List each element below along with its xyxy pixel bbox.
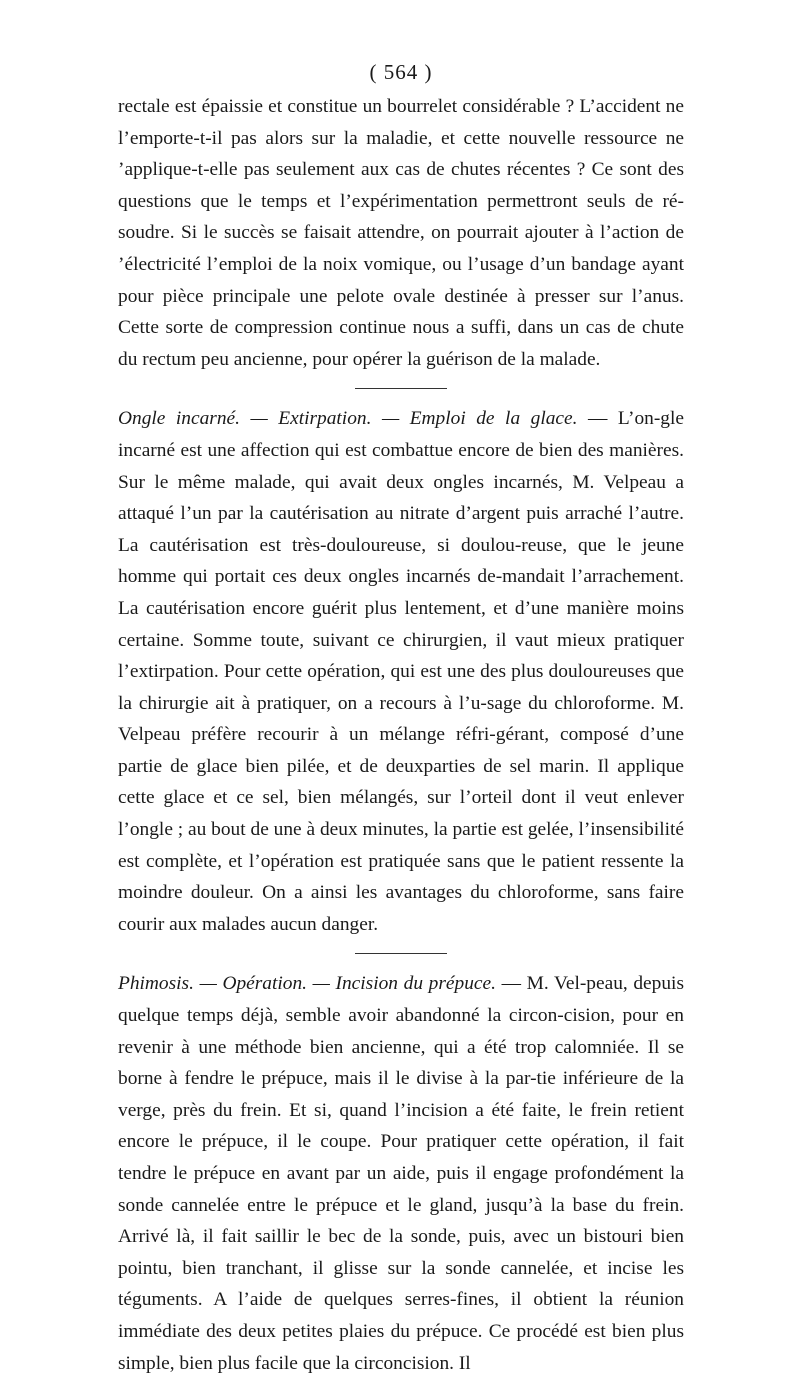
section-heading: Phimosis. — Opération. — Incision du prépuce. xyxy=(118,973,496,995)
section-divider xyxy=(355,388,447,389)
page-number: ( 564 ) xyxy=(369,60,433,84)
continuation-paragraph: rectale est épaissie et constitue un bourrelet considérable ? L’accident ne l’emporte-t-il pas alors sur la maladie, et cette nouvelle ressource ne ’applique-t-elle pas seulement aux cas de chutes récentes ? Ce sont des questions que le temps et l’expérimentation permettront seuls de ré-soudre. Si le succès se faisait attendre, on pourrait ajouter à l’action de ’électricité l’emploi de la noix vomique, ou l’usage d’un bandage ayant pour pièce principale une pelote ovale destinée à presser sur l’anus. Cette sorte de compression continue nous a suffi, dans un cas de chute du rectum peu ancienne, pour opérer la guérison de la malade. xyxy=(118,96,684,370)
section-body: — M. Vel-peau, depuis quelque temps déjà, semble avoir abandonné la circon-cision, pour en revenir à une méthode bien ancienne, qui a été trop calomniée. Il se borne à fendre le prépuce, mais il le divise à la par-tie inférieure de la verge, près du frein. Et si, quand l’incision a été faite, le frein retient encore le prépuce, il le coupe. Pour pratiquer cette opération, il fait tendre le prépuce en avant par un aide, puis il engage profondément la sonde cannelée entre le prépuce et le gland, jusqu’à la base du frein. Arrivé là, il fait saillir le bec de la sonde, puis, avec un bistouri bien pointu, bien tranchant, il glisse sur la sonde cannelée, et incise les téguments. A l’aide de quelques serres-fines, il obtient la réunion immédiate des deux petites plaies du prépuce. Ce procédé est bien plus simple, bien plus facile que la circoncision. Il xyxy=(118,973,684,1374)
section-body: — L’on-gle incarné est une affection qui est combattue encore de bien des manières. Sur le même malade, qui avait deux ongles incarnés, M. Velpeau a attaqué l’un par la cautérisation au nitrate d’argent puis arraché l’autre. La cautérisation est très-douloureuse, si doulou-reuse, que le jeune homme qui portait ces deux ongles incarnés de-mandait l’arrachement. La cautérisation encore guérit plus lentement, et d’une manière moins certaine. Somme toute, suivant ce chirurgien, il vaut mieux pratiquer l’extirpation. Pour cette opération, qui est une des plus douloureuses que la chirurgie ait à pratiquer, on a recours à l’u-sage du chloroforme. M. Velpeau préfère recourir à un mélange réfri-gérant, composé d’une partie de glace bien pilée, et de deuxparties de sel marin. Il applique cette glace et ce sel, bien mélangés, sur l’orteil dont il veut enlever l’ongle ; au bout de une à deux minutes, la partie est gelée, l’insensibilité est complète, et l’opération est pratiquée sans que le patient ressente la moindre douleur. On a ainsi les avantages du chloroforme, sans faire courir aux malades aucun danger. xyxy=(118,408,684,935)
section-heading: Ongle incarné. — Extirpation. — Emploi de la glace. xyxy=(118,408,578,430)
section-divider xyxy=(355,953,447,954)
book-page xyxy=(118,60,684,1379)
section-phimosis xyxy=(118,968,684,1379)
section-ongle-incarne xyxy=(118,403,684,940)
